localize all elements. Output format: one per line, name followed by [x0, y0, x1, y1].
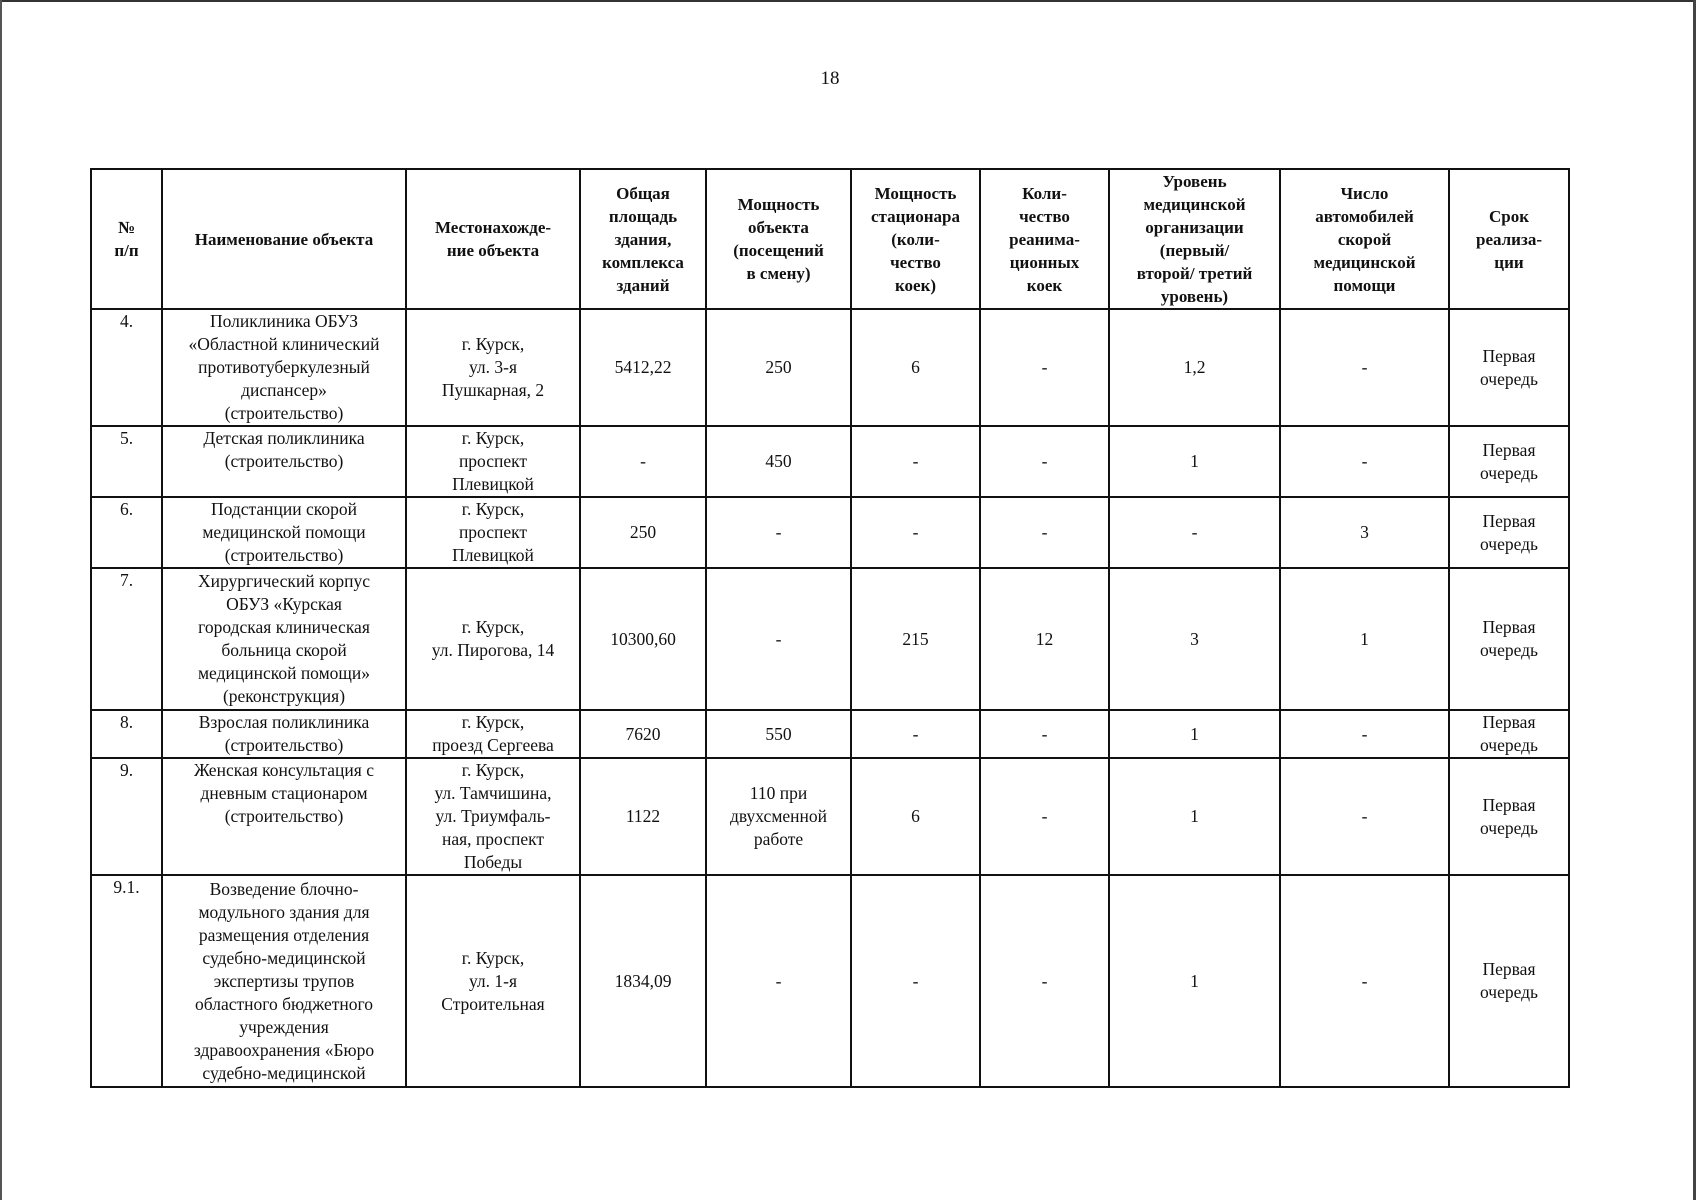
cell-total-area: 7620 — [580, 710, 706, 758]
cell-care-level: 1 — [1109, 875, 1280, 1087]
table-row — [91, 758, 1569, 875]
cell-icu-beds: - — [980, 758, 1109, 875]
cell-total-area: - — [580, 426, 706, 497]
header-number: № п/п — [91, 169, 162, 309]
cell-ambulances: 3 — [1280, 497, 1449, 568]
header-row — [91, 169, 1569, 309]
cell-ambulances: - — [1280, 426, 1449, 497]
cell-location: г. Курск, проезд Сергеева — [406, 710, 580, 758]
cell-hospital-beds: - — [851, 875, 980, 1087]
cell-term: Первая очередь — [1449, 758, 1569, 875]
cell-icu-beds: - — [980, 426, 1109, 497]
cell-ambulances: - — [1280, 758, 1449, 875]
cell-location: г. Курск, ул. Тамчишина, ул. Триумфаль- ная, проспект Победы — [406, 758, 580, 875]
cell-object-name: Возведение блочно- модульного здания для размещения отделения судебно-медицинской экспертизы трупов областного бюджетного учреждения здравоохранения «Бюро судебно-медицинской — [162, 875, 406, 1087]
cell-object-name: Подстанции скорой медицинской помощи (строительство) — [162, 497, 406, 568]
objects-table — [90, 168, 1570, 1088]
cell-care-level: - — [1109, 497, 1280, 568]
cell-ambulances: - — [1280, 710, 1449, 758]
cell-location: г. Курск, проспект Плевицкой — [406, 497, 580, 568]
cell-object-name: Детская поликлиника (строительство) — [162, 426, 406, 497]
cell-number: 5. — [91, 426, 162, 497]
cell-icu-beds: - — [980, 309, 1109, 426]
cell-hospital-beds: - — [851, 426, 980, 497]
cell-term: Первая очередь — [1449, 710, 1569, 758]
cell-term: Первая очередь — [1449, 497, 1569, 568]
cell-location: г. Курск, ул. Пирогова, 14 — [406, 568, 580, 710]
cell-term: Первая очередь — [1449, 309, 1569, 426]
table-row — [91, 568, 1569, 710]
cell-number: 8. — [91, 710, 162, 758]
cell-number: 6. — [91, 497, 162, 568]
cell-term: Первая очередь — [1449, 568, 1569, 710]
cell-hospital-beds: 215 — [851, 568, 980, 710]
cell-ambulances: - — [1280, 309, 1449, 426]
cell-capacity-visits: - — [706, 875, 851, 1087]
cell-hospital-beds: - — [851, 497, 980, 568]
header-object-name: Наименование объекта — [162, 169, 406, 309]
cell-number: 9. — [91, 758, 162, 875]
cell-capacity-visits: 110 при двухсменной работе — [706, 758, 851, 875]
table-row — [91, 309, 1569, 426]
cell-object-name: Женская консультация с дневным стационаром (строительство) — [162, 758, 406, 875]
scan-border-top — [0, 0, 1696, 2]
page-number: 18 — [820, 68, 840, 89]
scan-border-left — [0, 0, 2, 1200]
cell-number: 9.1. — [91, 875, 162, 1087]
cell-total-area: 1122 — [580, 758, 706, 875]
cell-hospital-beds: 6 — [851, 758, 980, 875]
cell-number: 4. — [91, 309, 162, 426]
cell-care-level: 1,2 — [1109, 309, 1280, 426]
header-total-area: Общая площадь здания, комплекса зданий — [580, 169, 706, 309]
cell-care-level: 3 — [1109, 568, 1280, 710]
cell-number: 7. — [91, 568, 162, 710]
cell-icu-beds: - — [980, 497, 1109, 568]
cell-object-name: Взрослая поликлиника (строительство) — [162, 710, 406, 758]
header-icu-beds: Коли- чество реанима- ционных коек — [980, 169, 1109, 309]
table-row — [91, 710, 1569, 758]
cell-hospital-beds: - — [851, 710, 980, 758]
cell-location: г. Курск, проспект Плевицкой — [406, 426, 580, 497]
header-ambulances: Число автомобилей скорой медицинской помощи — [1280, 169, 1449, 309]
cell-ambulances: 1 — [1280, 568, 1449, 710]
cell-total-area: 5412,22 — [580, 309, 706, 426]
cell-total-area: 10300,60 — [580, 568, 706, 710]
cell-care-level: 1 — [1109, 426, 1280, 497]
cell-hospital-beds: 6 — [851, 309, 980, 426]
cell-icu-beds: 12 — [980, 568, 1109, 710]
cell-capacity-visits: - — [706, 497, 851, 568]
header-capacity-visits: Мощность объекта (посещений в смену) — [706, 169, 851, 309]
header-location: Местонахожде- ние объекта — [406, 169, 580, 309]
cell-object-name: Поликлиника ОБУЗ «Областной клинический противотуберкулезный диспансер» (строительство) — [162, 309, 406, 426]
cell-location: г. Курск, ул. 3-я Пушкарная, 2 — [406, 309, 580, 426]
table-row — [91, 426, 1569, 497]
table-row — [91, 497, 1569, 568]
cell-capacity-visits: 550 — [706, 710, 851, 758]
cell-icu-beds: - — [980, 875, 1109, 1087]
cell-ambulances: - — [1280, 875, 1449, 1087]
cell-capacity-visits: 250 — [706, 309, 851, 426]
cell-care-level: 1 — [1109, 710, 1280, 758]
cell-total-area: 1834,09 — [580, 875, 706, 1087]
table-row — [91, 875, 1569, 1087]
cell-icu-beds: - — [980, 710, 1109, 758]
cell-care-level: 1 — [1109, 758, 1280, 875]
cell-term: Первая очередь — [1449, 875, 1569, 1087]
cell-location: г. Курск, ул. 1-я Строительная — [406, 875, 580, 1087]
cell-term: Первая очередь — [1449, 426, 1569, 497]
cell-capacity-visits: - — [706, 568, 851, 710]
header-hospital-beds: Мощность стационара (коли- чество коек) — [851, 169, 980, 309]
header-care-level: Уровень медицинской организации (первый/ второй/ третий уровень) — [1109, 169, 1280, 309]
cell-object-name: Хирургический корпус ОБУЗ «Курская городская клиническая больница скорой медицинской помощи» (реконструкция) — [162, 568, 406, 710]
cell-total-area: 250 — [580, 497, 706, 568]
cell-capacity-visits: 450 — [706, 426, 851, 497]
header-term: Срок реализа- ции — [1449, 169, 1569, 309]
